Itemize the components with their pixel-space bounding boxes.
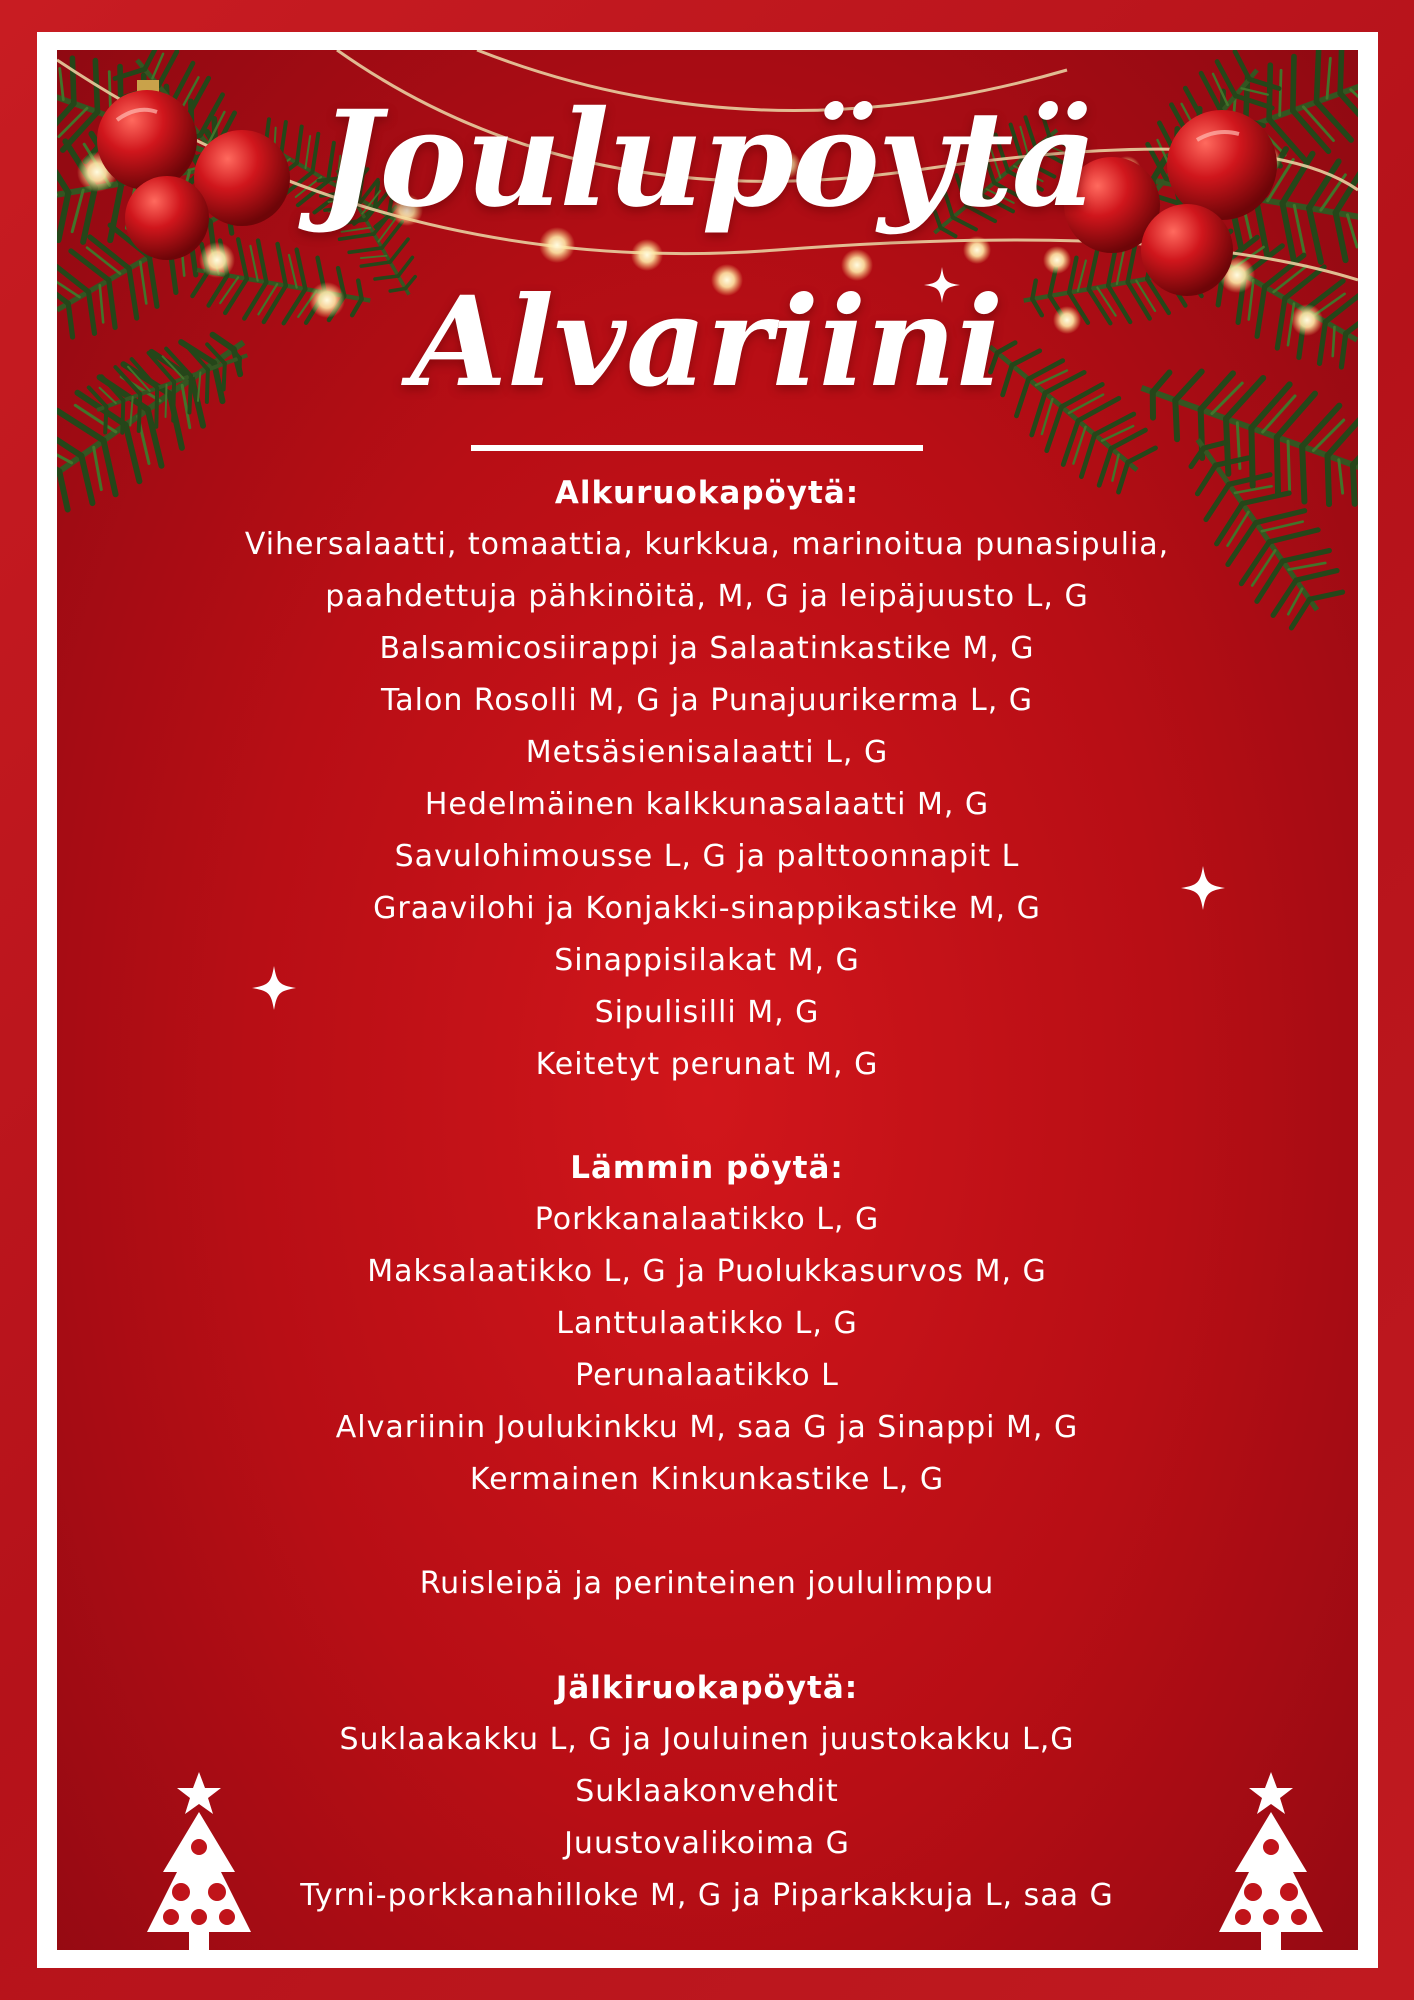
menu-item: Savulohimousse L, G ja palttoonnapit L	[394, 839, 1020, 874]
menu-item: Lanttulaatikko L, G	[556, 1306, 858, 1341]
menu-item: Suklaakonvehdit	[575, 1774, 839, 1809]
menu-item: Porkkanalaatikko L, G	[534, 1202, 880, 1237]
menu-item: Hedelmäinen kalkkunasalaatti M, G	[424, 787, 990, 822]
starters-heading: Alkuruokapöytä:	[554, 475, 860, 511]
menu-item: Sinappisilakat M, G	[554, 943, 860, 978]
menu-item: Alvariinin Joulukinkku M, saa G ja Sinappi M, G	[335, 1410, 1079, 1445]
menu-item: Balsamicosiirappi ja Salaatinkastike M, G	[379, 631, 1035, 666]
menu-item: Perunalaatikko L	[575, 1358, 839, 1393]
menu-item: Kermainen Kinkunkastike L, G	[469, 1462, 945, 1497]
menu-item: Juustovalikoima G	[564, 1826, 850, 1861]
menu-item: Tyrni-porkkanahilloke M, G ja Piparkakkuja L, saa G	[300, 1878, 1114, 1913]
menu-item: Vihersalaatti, tomaattia, kurkkua, marinoitua punasipulia,	[244, 527, 1170, 562]
bread-item: Ruisleipä ja perinteinen joululimppu	[419, 1566, 995, 1601]
menu-item: Metsäsienisalaatti L, G	[525, 735, 889, 770]
menu-item: paahdettuja pähkinöitä, M, G ja leipäjuusto L, G	[325, 579, 1089, 614]
menu-item: Sipulisilli M, G	[594, 995, 820, 1030]
dessert-heading: Jälkiruokapöytä:	[555, 1670, 859, 1706]
menu-item: Talon Rosolli M, G ja Punajuurikerma L, G	[380, 683, 1034, 718]
warm-heading: Lämmin pöytä:	[570, 1150, 844, 1186]
warm-section	[0, 1142, 1414, 1506]
title-line-1: Joulupöytä	[318, 82, 1096, 237]
title-line-2: Alvariini	[410, 270, 1004, 415]
starters-section	[0, 467, 1414, 1091]
dessert-section	[0, 1662, 1414, 1922]
title-divider	[471, 445, 923, 451]
menu-item: Graavilohi ja Konjakki-sinappikastike M, G	[373, 891, 1041, 926]
menu-item: Maksalaatikko L, G ja Puolukkasurvos M, G	[367, 1254, 1047, 1289]
menu-item: Suklaakakku L, G ja Jouluinen juustokakku L,G	[339, 1722, 1075, 1757]
menu-item: Keitetyt perunat M, G	[535, 1047, 879, 1082]
bread-section	[0, 1558, 1414, 1610]
